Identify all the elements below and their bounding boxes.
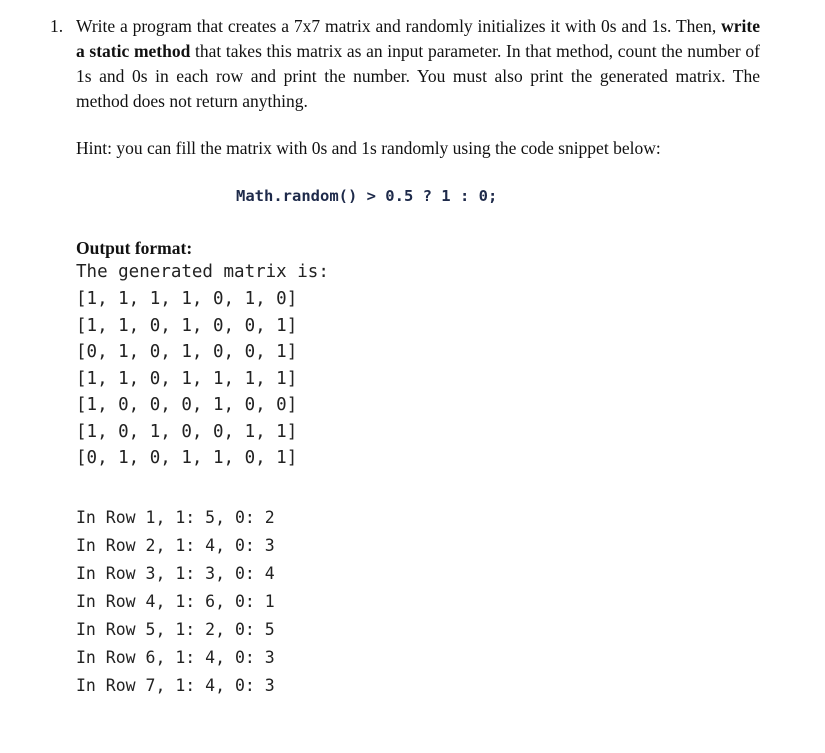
question-text-bold: write a static method bbox=[76, 16, 760, 61]
count-row-2: In Row 2, 1: 4, 0: 3 bbox=[76, 536, 275, 555]
matrix-row-6: [1, 0, 1, 0, 0, 1, 1] bbox=[76, 421, 298, 442]
matrix-row-3: [0, 1, 0, 1, 0, 0, 1] bbox=[76, 342, 298, 362]
question-text-part2: that takes this matrix as an input parameter. In that method, count the number of 1s and 0s in each row and print the number. You must also print the generated matrix. The method does not return anything. bbox=[76, 41, 761, 111]
matrix-row-4: [1, 1, 0, 1, 1, 1, 1] bbox=[76, 368, 298, 389]
matrix-row-7: [0, 1, 0, 1, 1, 0, 1] bbox=[76, 448, 298, 468]
matrix-output bbox=[76, 286, 297, 472]
count-row-5: In Row 5, 1: 2, 0: 5 bbox=[76, 620, 275, 639]
hint-text: Hint: you can fill the matrix with 0s and 1s randomly using the code snippet below: bbox=[76, 138, 661, 158]
count-row-1: In Row 1, 1: 5, 0: 2 bbox=[76, 508, 275, 527]
count-row-4: In Row 4, 1: 6, 0: 1 bbox=[76, 592, 275, 611]
matrix-row-5: [1, 0, 0, 0, 1, 0, 0] bbox=[76, 395, 298, 415]
question-text-part1: Write a program that creates a 7x7 matrix and randomly initializes it with 0s and 1s. Then, bbox=[76, 16, 722, 36]
matrix-row-1: [1, 1, 1, 1, 0, 1, 0] bbox=[76, 289, 298, 309]
row-counts-output bbox=[76, 504, 275, 700]
count-row-6: In Row 6, 1: 4, 0: 3 bbox=[76, 648, 275, 667]
question-number: 1. bbox=[50, 16, 64, 36]
count-row-3: In Row 3, 1: 3, 0: 4 bbox=[76, 564, 275, 583]
matrix-heading: The generated matrix is: bbox=[76, 262, 329, 282]
matrix-row-2: [1, 1, 0, 1, 0, 0, 1] bbox=[76, 315, 298, 336]
question-text bbox=[76, 14, 760, 114]
output-format-title: Output format: bbox=[76, 238, 193, 258]
code-snippet: Math.random() > 0.5 ? 1 : 0; bbox=[236, 187, 498, 205]
count-row-7: In Row 7, 1: 4, 0: 3 bbox=[76, 676, 275, 695]
